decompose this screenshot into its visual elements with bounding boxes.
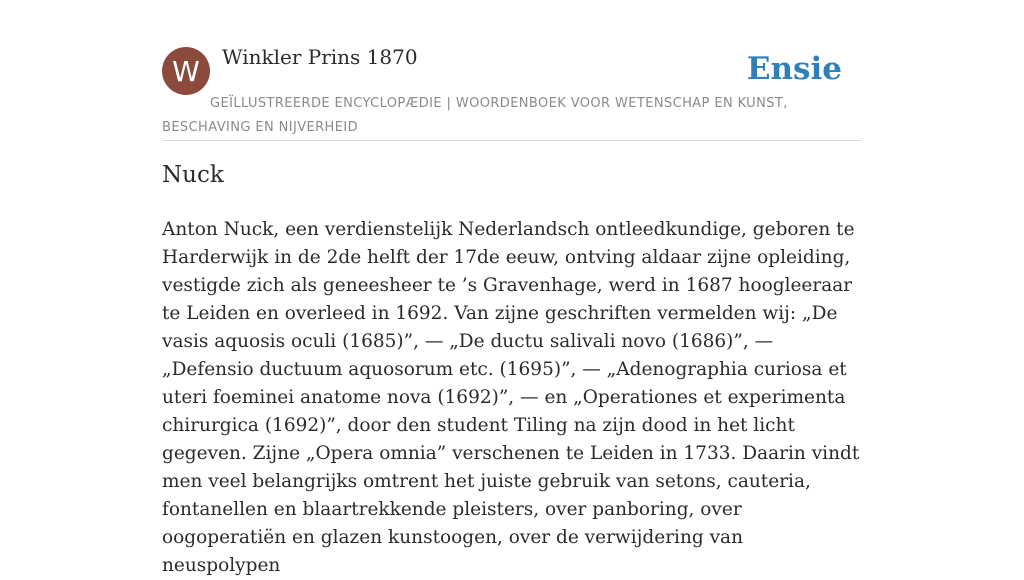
source-title-link[interactable]: Winkler Prins 1870 [222,45,418,69]
ensie-logo[interactable]: Ensie [746,51,842,87]
source-header [162,45,862,141]
article-body: Anton Nuck, een verdienstelijk Nederlandsch ontleedkundige, geboren te Harderwijk in de 2de helft der 17de eeuw, ontving aldaar zijne opleiding, vestigde zich als geneesheer te ’s Gravenhage, werd in 1687 hoogleeraar te Leiden en overleed in 1692. Van zijne geschriften vermelden wij: „De vasis aquosis oculi (1685)”, — „De ductu salivali novo (1686)”, — „Defensio ductuum aquosorum etc. (1695)”, — „Adenographia curiosa et uteri foeminei anatome nova (1692)”, — en „Operationes et experimenta chirurgica (1692)”, door den student Tiling na zijn dood in het licht gegeven. Zijne „Opera omnia” verschenen te Leiden in 1733. Daarin vindt men veel belangrijks omtrent het juiste gebruik van setons, cauteria, fontanellen en blaartrekkende pleisters, over panboring, over oogoperatiën en glazen kunstoogen, over de verwijdering van neuspolypen [162,219,860,576]
article-title: Nuck [162,162,224,188]
source-subtitle: GEÏLLUSTREERDE ENCYCLOPÆDIE | WOORDENBOEK VOOR WETENSCHAP EN KUNST, BESCHAVING EN NIJVERHEID [162,96,788,135]
source-avatar[interactable]: W [162,47,210,95]
